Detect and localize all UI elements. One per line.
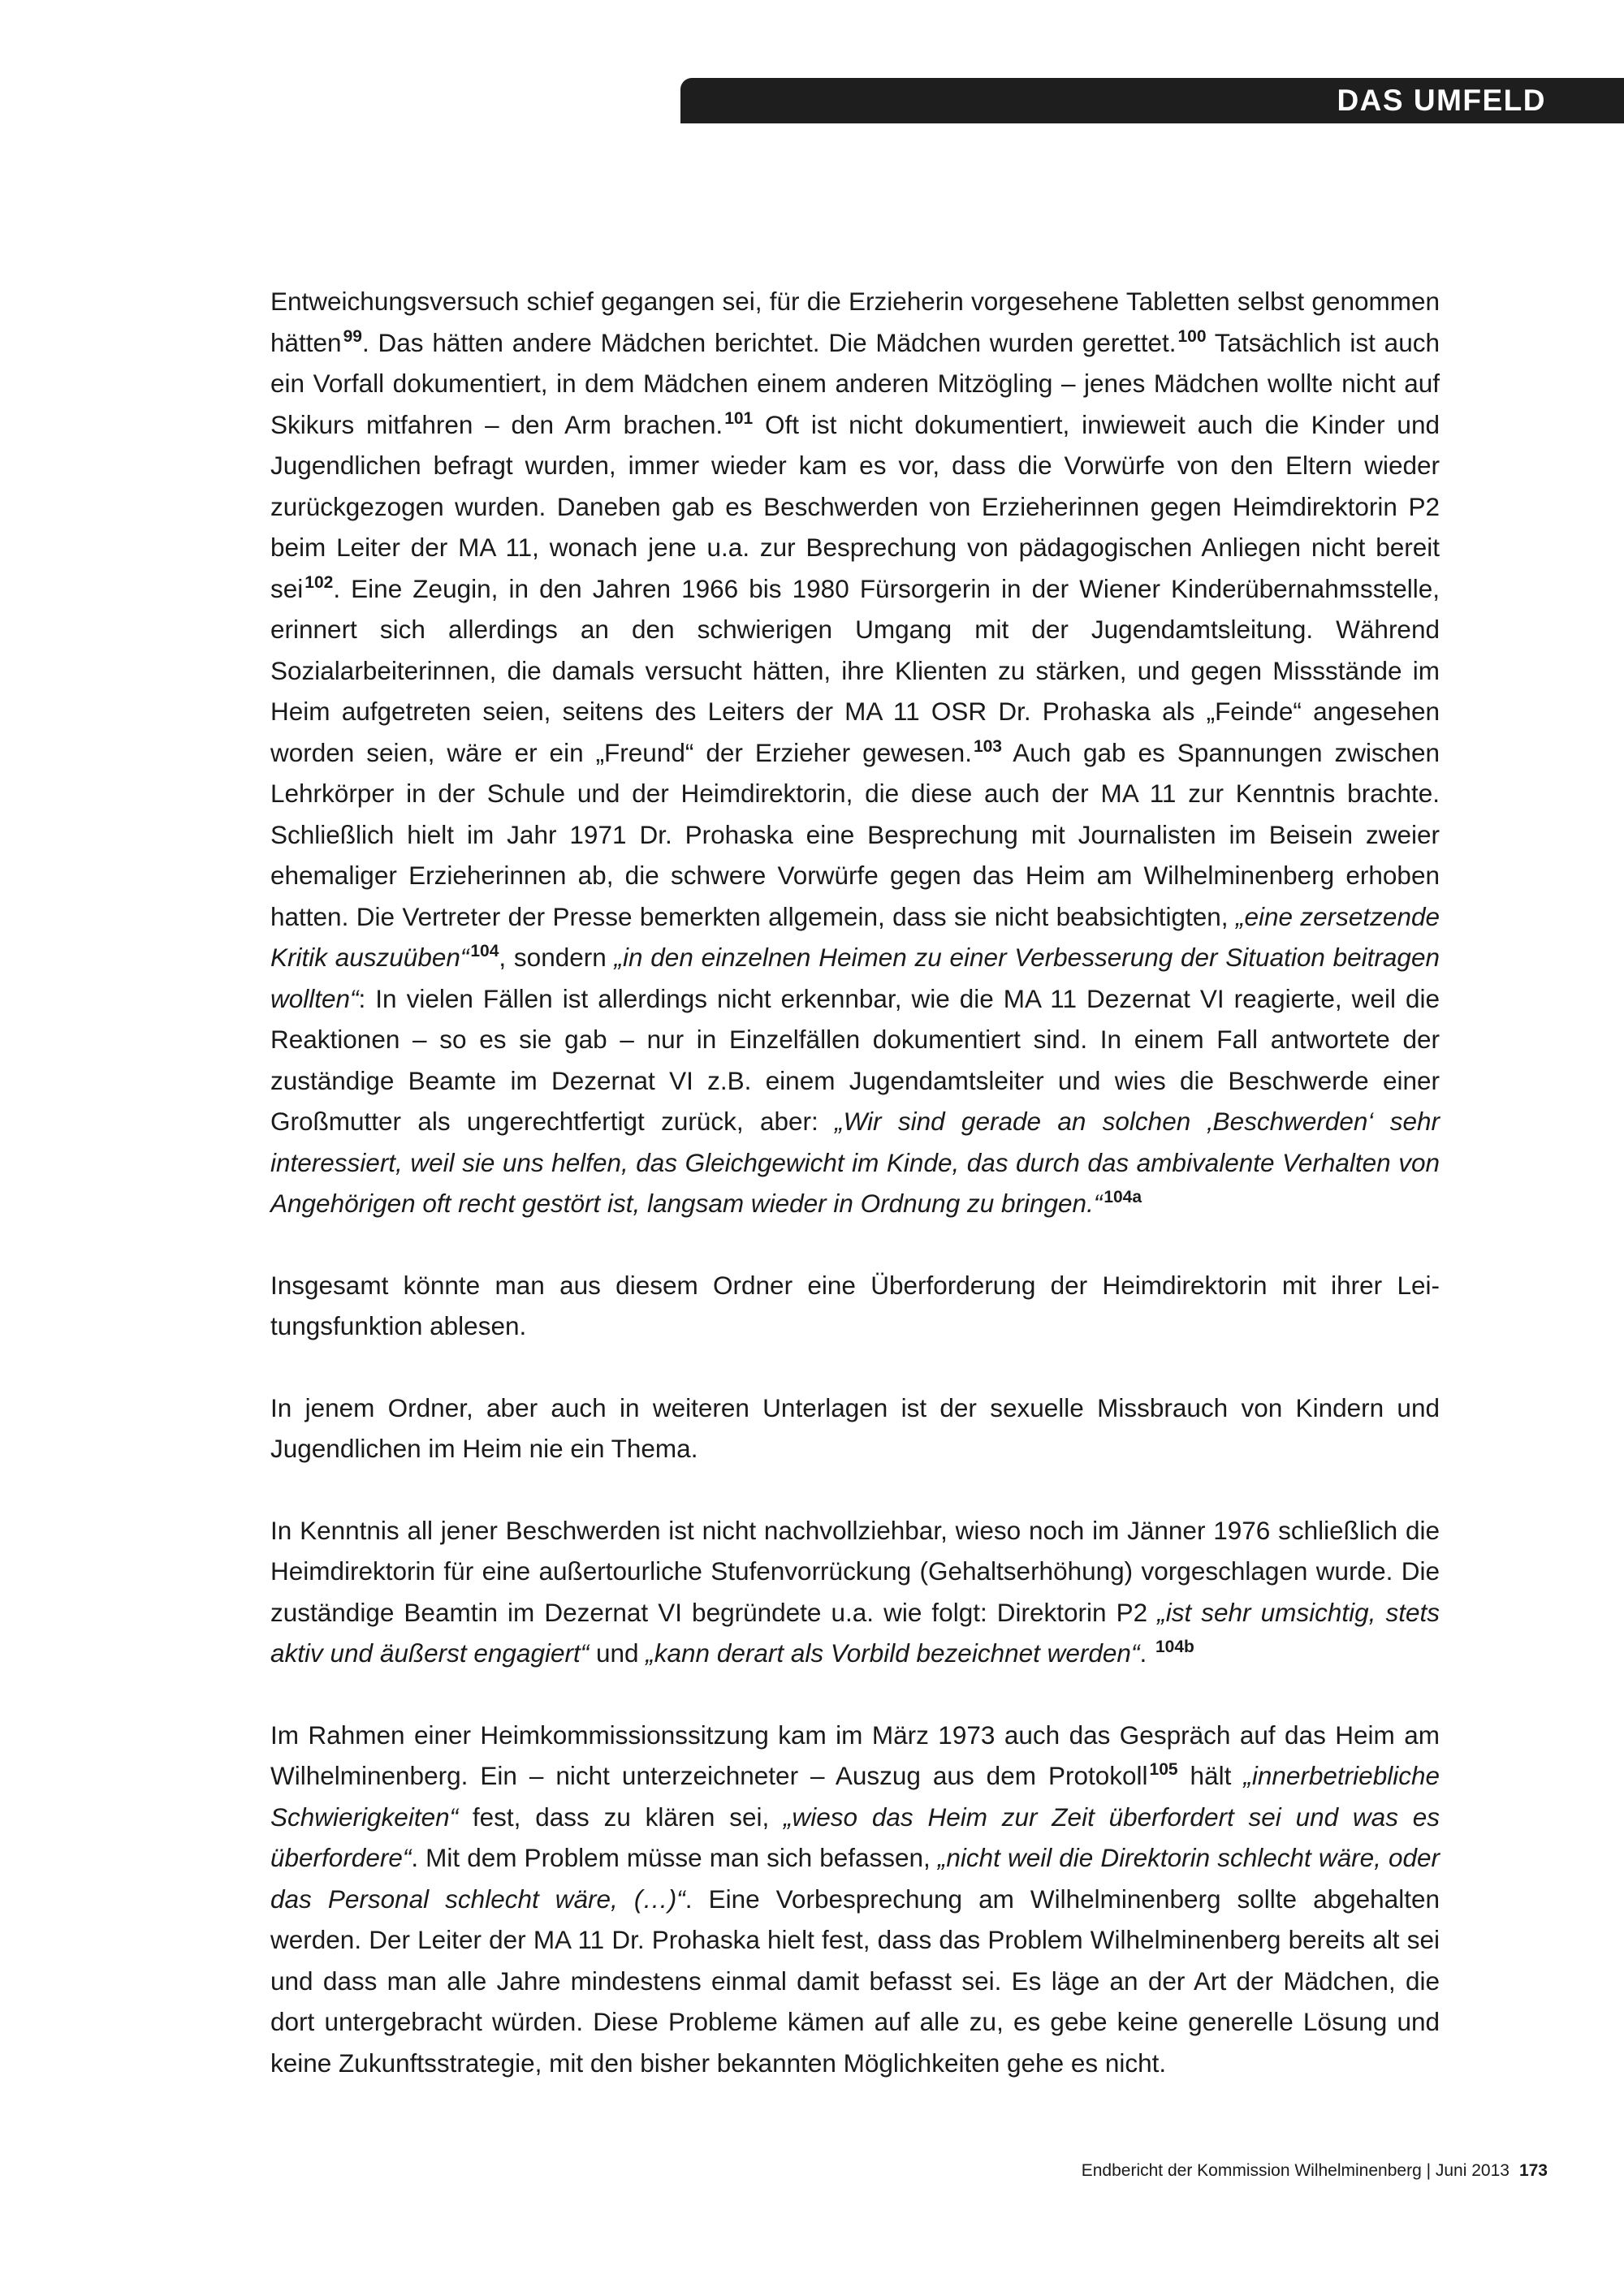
text-run: Entweichungsversuch schief gegangen sei, für die Erzieherin vorgesehene Tabletten selbst genommen hätten bbox=[270, 287, 1440, 357]
report-title: Endbericht der Kommission Wilhelminenberg | Juni 2013 bbox=[1081, 2161, 1510, 2180]
quote: „in den einzelnen Heimen zu einer Verbesserung der Situation beitragen wollten“ bbox=[270, 943, 1440, 1013]
text-run: In Kenntnis all jener Beschwerden ist nicht nachvollziehbar, wieso noch im Jänner 1976 schließlich die Heimdirektorin für eine außertourliche Stufenvorrückung (Gehaltserhöhung) vorgeschlagen wurde. Die zuständige Beamtin im Dezernat VI begründete u.a. wie folgt: Direktorin P2 bbox=[270, 1515, 1440, 1627]
footnote-ref-102: 102 bbox=[304, 572, 334, 592]
page-number: 173 bbox=[1518, 2161, 1548, 2180]
text-run: Tatsächlich ist auch ein Vorfall dokumentiert, in dem Mädchen einem anderen Mitzögling – jenes Mädchen wollte nicht auf Skikurs mitfahren – den Arm brachen. bbox=[270, 327, 1440, 439]
quote: „wieso das Heim zur Zeit überfordert sei und was es überfordere“ bbox=[270, 1802, 1440, 1872]
quote: „innerbetriebliche Schwierigkeiten“ bbox=[270, 1761, 1440, 1832]
footnote-ref-99: 99 bbox=[343, 326, 362, 346]
text-run: . Eine Vorbesprechung am Wilhelminenberg sollte abgehalten werden. Der Leiter der MA 11 Dr. Prohaska hielt fest, dass das Problem Wilhelminenberg bereits alt sei und dass man alle Jahre mindestens einmal damit befasst sei. Es läge an der Art der Mädchen, die dort untergebracht würden. Diese Probleme kämen auf alle zu, es gebe keine generelle Lösung und keine Zukunftsstrategie, mit den bisher bekannten Möglichkeiten gehe es nicht. bbox=[270, 1884, 1440, 2078]
text-run: . bbox=[1139, 1638, 1154, 1668]
page-footer bbox=[1082, 2161, 1548, 2181]
text-run: . Das hätten andere Mädchen berichtet. Die Mädchen wurden gerettet. bbox=[361, 327, 1177, 357]
text-run: Auch gab es Spannungen zwischen Lehrkörper in der Schule und der Heimdirektorin, die diese auch der MA 11 zur Kenntnis brachte. Schließlich hielt im Jahr 1971 Dr. Prohaska eine Besprechung mit Journalisten im Beisein zweier ehemaliger Erzieherinnen ab, die schwere Vorwürfe gegen das Heim am Wilhelminenberg erhoben hatten. Die Vertreter der Presse bemerkten allgemein, dass sie nicht beabsichtigten, bbox=[270, 737, 1440, 931]
paragraph-3 bbox=[270, 1388, 1440, 1470]
text-run: Oft ist nicht dokumentiert, inwieweit auch die Kinder und Jugendlichen befragt wurden, immer wieder kam es vor, dass die Vorwürfe von den Eltern wieder zurückgezogen wurden. Daneben gab es Beschwerden von Erzieherinnen gegen Heimdirektorin P2 beim Leiter der MA 11, wonach jene u.a. zur Besprechung von pädagogischen Anliegen nicht bereit sei bbox=[270, 409, 1440, 603]
footnote-ref-101: 101 bbox=[724, 408, 754, 428]
text-run: fest, dass zu klären sei, bbox=[458, 1802, 784, 1832]
footnote-ref-104b: 104b bbox=[1155, 1638, 1194, 1656]
text-run: In jenem Ordner, aber auch in weiteren Unterlagen ist der sexuelle Missbrauch von Kindern und Jugendlichen im Heim nie ein Thema. bbox=[270, 1392, 1440, 1463]
text-run: : In vielen Fällen ist allerdings nicht erkennbar, wie die MA 11 Dezernat VI reagierte, weil die Reaktionen – so es sie gab – nur in Einzelfällen dokumentiert sind. In einem Fall antwortete der zuständige Beamte im Dezernat VI z.B. einem Jugendamtsleiter und wies die Beschwerde einer Großmutter als ungerechtfertigt zurück, aber: bbox=[270, 983, 1440, 1136]
footnote-ref-105: 105 bbox=[1149, 1760, 1178, 1779]
text-run: Im Rahmen einer Heimkommissionssitzung kam im März 1973 auch das Gespräch auf das Heim am Wilhelminenberg. Ein – nicht unterzeichneter – Auszug aus dem Protokoll bbox=[270, 1720, 1440, 1790]
paragraph-1 bbox=[270, 281, 1440, 1224]
quote: „kann derart als Vorbild bezeichnet werden“ bbox=[646, 1638, 1140, 1668]
quote: „Wir sind gerade an solchen ‚Beschwerden‘ sehr interessiert, weil sie uns helfen, das Gleichgewicht im Kinde, das durch das ambivalente Verhalten von Angehörigen oft recht gestört ist, langsam wieder in Ordnung zu bringen.“ bbox=[270, 1107, 1440, 1218]
text-run: Insgesamt könnte man aus diesem Ordner eine Überforderung der Heimdirektorin mit ihrer Leitungsfunktion ablesen. bbox=[270, 1270, 1440, 1340]
footnote-ref-103: 103 bbox=[973, 736, 1002, 756]
quote: „ist sehr umsichtig, stets aktiv und äußerst engagiert“ bbox=[270, 1597, 1440, 1668]
section-title: DAS UMFELD bbox=[1337, 84, 1546, 117]
text-run: hält bbox=[1177, 1761, 1244, 1790]
section-header-bar bbox=[680, 78, 1624, 123]
paragraph-5 bbox=[270, 1715, 1440, 2084]
paragraph-2 bbox=[270, 1265, 1440, 1347]
main-text bbox=[270, 281, 1440, 2083]
footnote-ref-104: 104 bbox=[470, 942, 499, 960]
paragraph-4 bbox=[270, 1510, 1440, 1674]
footnote-ref-104a: 104a bbox=[1104, 1188, 1142, 1206]
quote: „eine zersetzende Kritik auszuüben“ bbox=[270, 901, 1440, 972]
text-run: . Eine Zeugin, in den Jahren 1966 bis 1980 Fürsorgerin in der Wiener Kinderübernahmsstelle, erinnert sich allerdings an den schwierigen Umgang mit der Jugendamtsleitung. Während Sozialarbeiterinnen, die damals versucht hätten, ihre Klienten zu stärken, und gegen Missstände im Heim aufgetreten seien, seitens des Leiters der MA 11 OSR Dr. Prohaska als „Feinde“ angesehen worden seien, wäre er ein „Freund“ der Erzieher gewesen. bbox=[270, 573, 1440, 767]
text-run: und bbox=[589, 1638, 646, 1668]
footnote-ref-100: 100 bbox=[1177, 326, 1207, 346]
text-run: , sondern bbox=[499, 943, 615, 972]
quote: „nicht weil die Direktorin schlecht wäre, oder das Personal schlecht wäre, (…)“ bbox=[270, 1843, 1440, 1914]
text-run: . Mit dem Problem müsse man sich befassen, bbox=[411, 1843, 938, 1872]
